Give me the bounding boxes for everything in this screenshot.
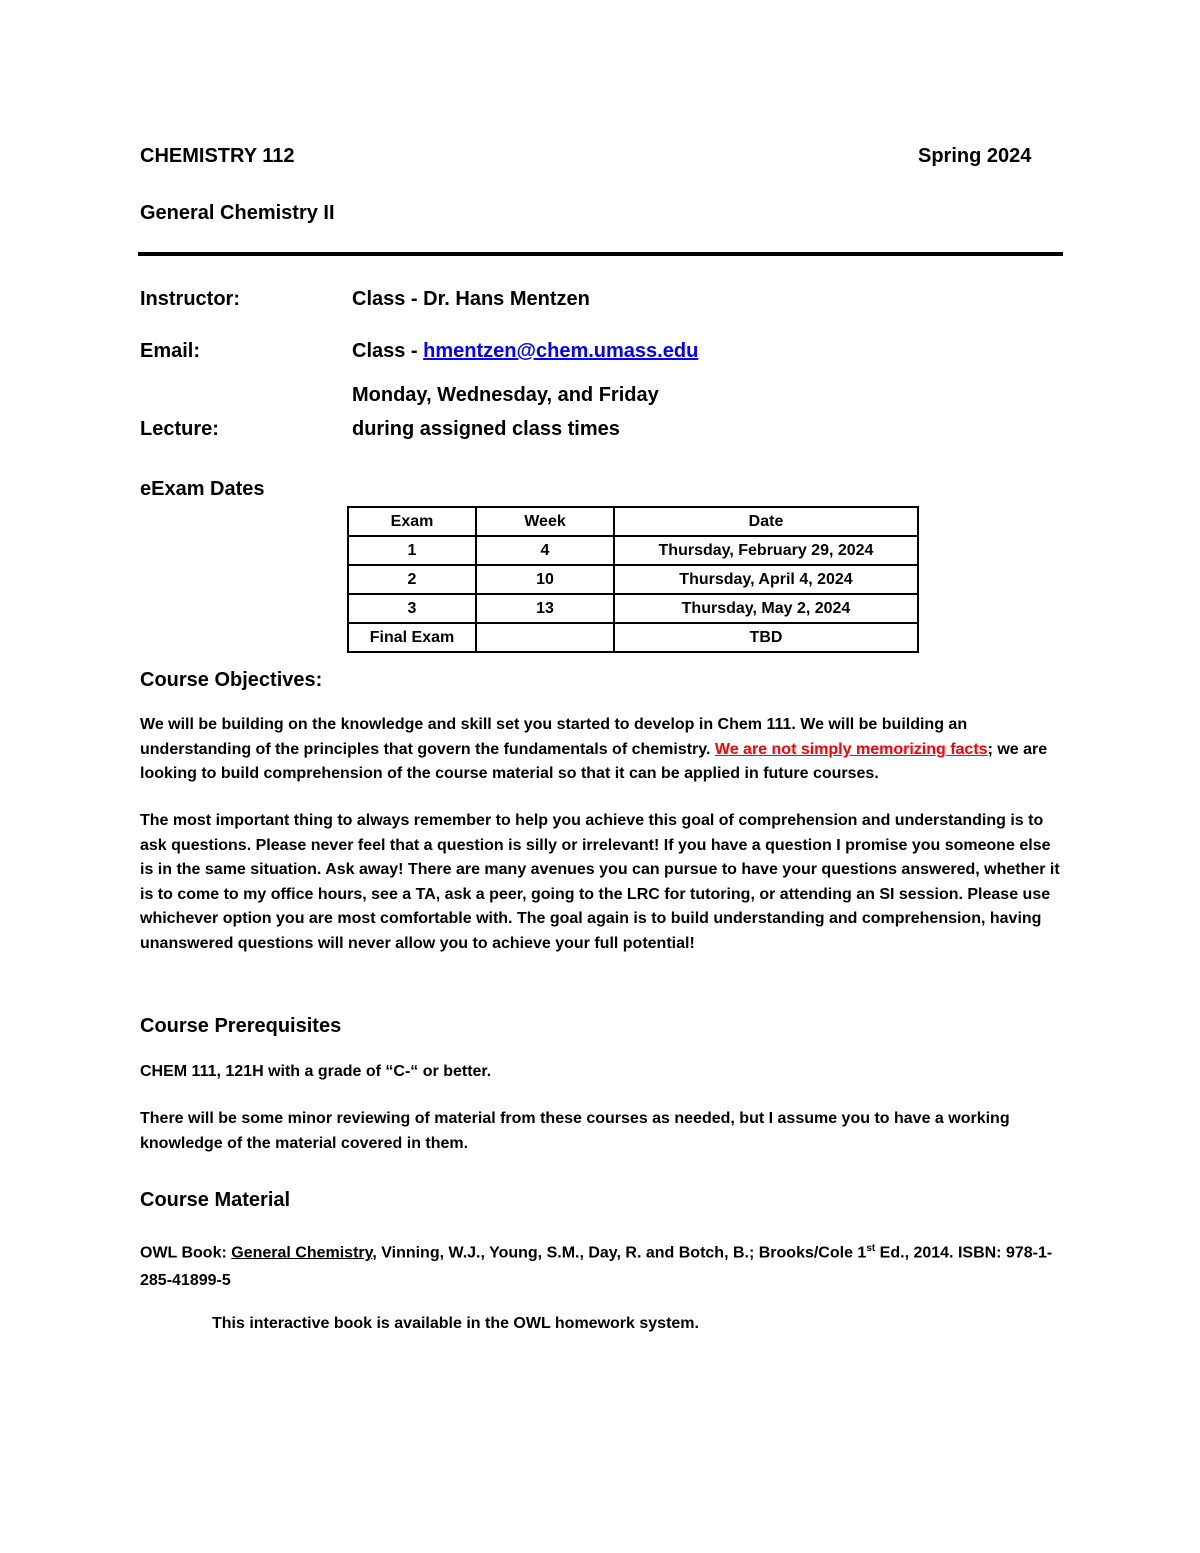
exam-dates-heading: eExam Dates — [140, 478, 265, 500]
lecture-days: Monday, Wednesday, and Friday — [352, 384, 659, 406]
objectives-highlight: We are not simply memorizing facts — [714, 740, 988, 758]
exam-table — [347, 506, 919, 653]
lecture-times: during assigned class times — [352, 418, 620, 440]
objectives-text: We will be building on the knowledge and skill set you started to develop in Chem 111. We will be building an understanding of the principles that govern the fundamentals of chemistry. — [140, 716, 968, 758]
column-header: Date — [614, 507, 918, 536]
book-details: , Vinning, W.J., Young, S.M., Day, R. and Botch, B.; Brooks/Cole 1 — [372, 1244, 867, 1262]
table-cell: Final Exam — [348, 623, 476, 652]
objectives-paragraph-1 — [140, 713, 1065, 787]
objectives-text: ; we are looking to build comprehension of the course material so that it can be applied in future courses. — [140, 740, 1048, 783]
material-heading: Course Material — [140, 1189, 291, 1211]
table-row — [348, 565, 918, 594]
material-book — [140, 1235, 1065, 1295]
material-note: This interactive book is available in the OWL homework system. — [212, 1315, 699, 1332]
table-row — [348, 623, 918, 652]
table-header-row — [348, 507, 918, 536]
book-label: OWL Book: — [140, 1244, 232, 1262]
header-divider — [138, 252, 1063, 256]
prerequisites-line-2: There will be some minor reviewing of material from these courses as needed, but I assume you to have a working knowledge of the material covered in them. — [140, 1110, 1010, 1152]
column-header: Week — [476, 507, 614, 536]
book-details: Ed., 2014. ISBN: 978-1-285-41899-5 — [140, 1244, 1053, 1290]
lecture-label: Lecture: — [140, 418, 219, 440]
table-cell: 13 — [476, 594, 614, 623]
email-prefix: Class - — [352, 340, 424, 362]
table-cell: 10 — [476, 565, 614, 594]
table-cell — [476, 623, 614, 652]
email-value — [352, 340, 698, 363]
table-row — [348, 594, 918, 623]
email-label: Email: — [140, 340, 201, 362]
prerequisites-heading: Course Prerequisites — [140, 1015, 342, 1037]
objectives-paragraph-2: The most important thing to always remember to help you achieve this goal of comprehension and understanding is to ask questions. Please never feel that a question is silly or irrelevant! If you have a question I promise you someone else is in the same situation. Ask away! There are many avenues you can pursue to have your questions answered, whether it is to come to my office hours, see a TA, ask a peer, going to the LRC for tutoring, or attending an SI session. Please use whichever option you are most comfortable with. The goal again is to build understanding and comprehension, having unanswered questions will never allow you to achieve your full potential! — [140, 812, 1060, 952]
objectives-heading: Course Objectives: — [140, 669, 323, 691]
term: Spring 2024 — [918, 145, 1032, 167]
table-cell: 1 — [348, 536, 476, 565]
book-title: General Chemistry — [231, 1244, 373, 1262]
prerequisites-line-1: CHEM 111, 121H with a grade of “C-“ or better. — [140, 1063, 492, 1080]
course-code: CHEMISTRY 112 — [140, 145, 295, 167]
email-link[interactable]: hmentzen@chem.umass.edu — [423, 340, 699, 362]
table-cell: TBD — [614, 623, 918, 652]
table-row — [348, 536, 918, 565]
table-cell: 4 — [476, 536, 614, 565]
table-cell: Thursday, February 29, 2024 — [614, 536, 918, 565]
table-cell: 2 — [348, 565, 476, 594]
table-cell: 3 — [348, 594, 476, 623]
edition-superscript: st — [866, 1243, 876, 1254]
instructor-value: Class - Dr. Hans Mentzen — [352, 288, 590, 310]
column-header: Exam — [348, 507, 476, 536]
course-title: General Chemistry II — [140, 202, 335, 224]
instructor-label: Instructor: — [140, 288, 240, 310]
table-cell: Thursday, April 4, 2024 — [614, 565, 918, 594]
table-cell: Thursday, May 2, 2024 — [614, 594, 918, 623]
